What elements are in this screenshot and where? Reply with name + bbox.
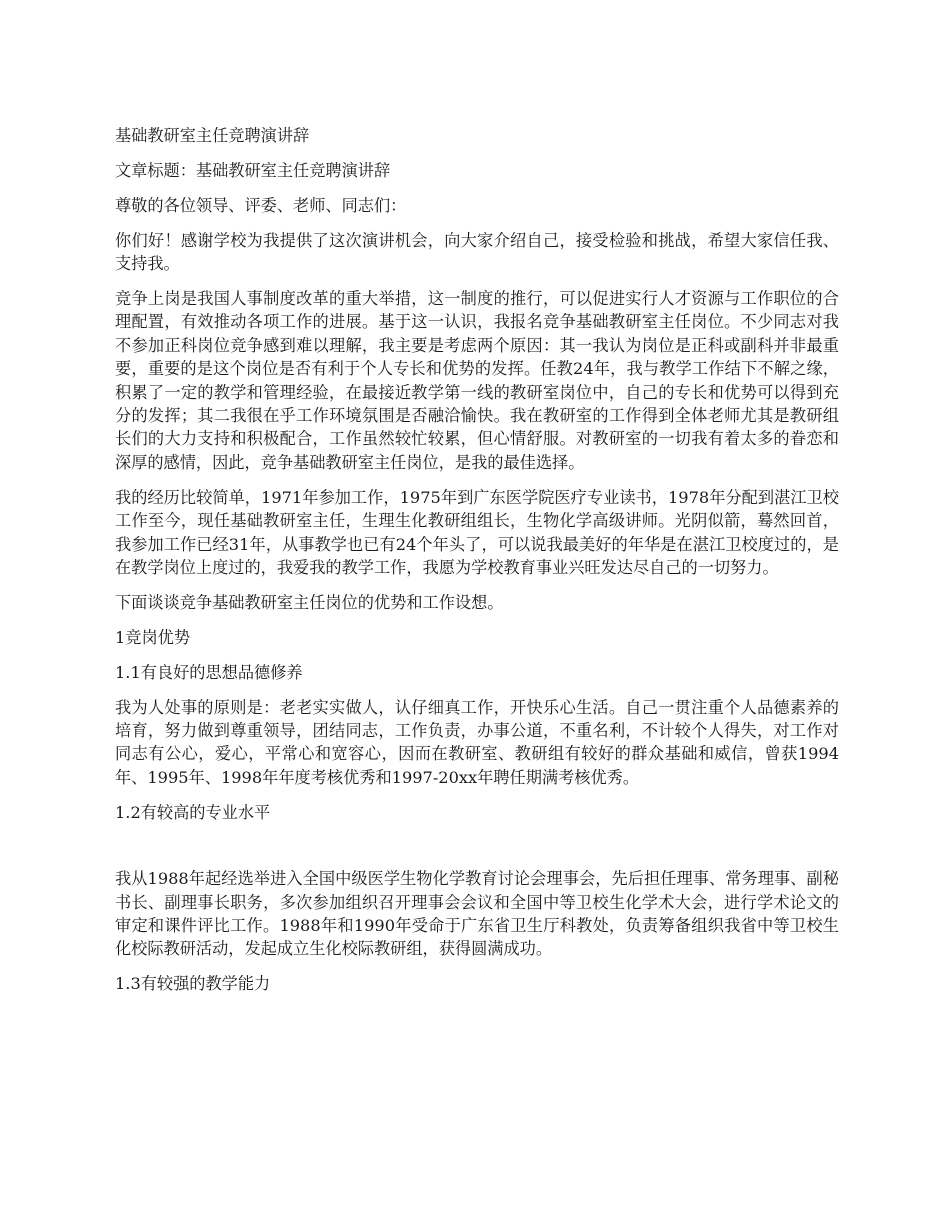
- experience-paragraph: 我的经历比较简单，1971年参加工作，1975年到广东医学院医疗专业读书，1978年分配到湛江卫校工作至今，现任基础教研室主任，生理生化教研组组长，生物化学高级讲师。光阴似箭，蓦然回首，我参加工作已经31年，从事教学也已有24个年头了，可以说我最美好的年华是在湛江卫校度过的，是在教学岗位上度过的，我爱我的教学工作，我愿为学校教育事业兴旺发达尽自己的一切努力。: [115, 487, 839, 577]
- intro-paragraph: 下面谈谈竞争基础教研室主任岗位的优势和工作设想。: [115, 592, 504, 612]
- document-body: [115, 124, 839, 1007]
- salutation: 尊敬的各位领导、评委、老师、同志们：: [115, 195, 407, 215]
- professional-paragraph: 我从1988年起经选举进入全国中级医学生物化学教育讨论会理事会，先后担任理事、常务理事、副秘书长、副理事长职务，多次参加组织召开理事会会议和全国中等卫校生化学术大会，进行学术论文的审定和课件评比工作。1988年和1990年受命于广东省卫生厅科教处，负责筹备组织我省中等卫校生化校际教研活动，发起成立生化校际教研组，获得圆满成功。: [115, 869, 839, 959]
- reason-paragraph: 竞争上岗是我国人事制度改革的重大举措，这一制度的推行，可以促进实行人才资源与工作职位的合理配置，有效推动各项工作的进展。基于这一认识，我报名竞争基础教研室主任岗位。不少同志对我不参加正科岗位竞争感到难以理解，我主要是考虑两个原因：其一我认为岗位是正科或副科并非最重要，重要的是这个岗位是否有利于个人专长和优势的发挥。任教24年，我与教学工作结下不解之缘，积累了一定的教学和管理经验，在最接近教学第一线的教研室岗位中，自己的专长和优势可以得到充分的发挥；其二我很在乎工作环境氛围是否融洽愉快。我在教研室的工作得到全体老师尤其是教研组长们的大力支持和积极配合，工作虽然较忙较累，但心情舒服。对教研室的一切我有着太多的眷恋和深厚的感情，因此，竞争基础教研室主任岗位，是我的最佳选择。: [115, 289, 839, 472]
- greeting-paragraph: 你们好！感谢学校为我提供了这次演讲机会，向大家介绍自己，接受检验和挑战，希望大家信任我、支持我。: [115, 230, 839, 274]
- section-heading-1-2: 1.2有较高的专业水平: [115, 802, 271, 822]
- section-heading-1-1: 1.1有良好的思想品德修养: [115, 662, 303, 682]
- section-heading-1: 1竞岗优势: [115, 627, 191, 647]
- morality-paragraph: 我为人处事的原则是：老老实实做人，认仔细真工作，开快乐心生活。自己一贯注重个人品德素养的培育，努力做到尊重领导，团结同志，工作负责，办事公道，不重名利，不计较个人得失，对工作对同志有公心，爱心，平常心和宽容心，因而在教研室、教研组有较好的群众基础和威信，曾获1994年、1995年、1998年年度考核优秀和1997-20xx年聘任期满考核优秀。: [115, 697, 839, 787]
- article-title-line: 文章标题：基础教研室主任竞聘演讲辞: [115, 160, 391, 180]
- section-heading-1-3: 1.3有较强的教学能力: [115, 974, 271, 994]
- document-title: 基础教研室主任竞聘演讲辞: [115, 126, 310, 145]
